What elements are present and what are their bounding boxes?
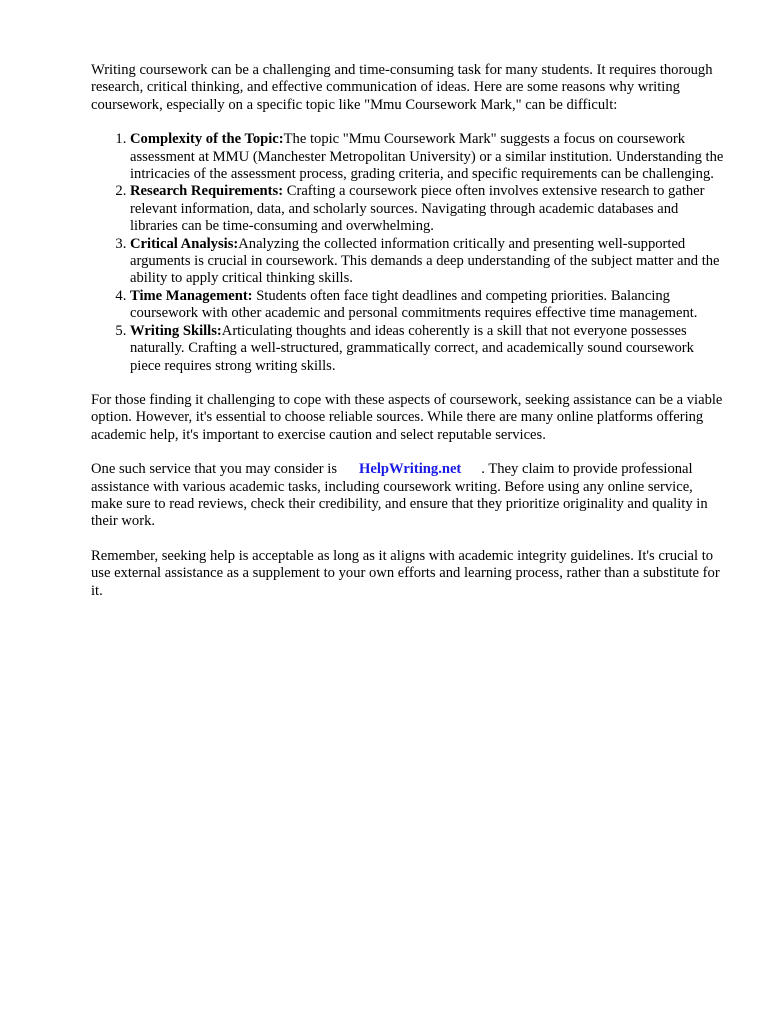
reason-text: Analyzing the collected information critically and presenting well-supported arguments is crucial in coursework. This demands a deep understanding of the subject matter and the ability to apply critical thinking skills. bbox=[130, 235, 720, 287]
reason-term: Critical Analysis: bbox=[130, 235, 239, 252]
reason-text: The topic "Mmu Coursework Mark" suggests a focus on coursework assessment at MMU (Manchester Metropolitan University) or a similar institution. Understanding the intricacies of the assessment process, grading criteria, and specific requirements can be challenging. bbox=[130, 131, 724, 183]
list-item bbox=[130, 131, 727, 183]
document-page bbox=[91, 62, 727, 617]
reason-term: Time Management: bbox=[130, 287, 253, 304]
remember-paragraph: Remember, seeking help is acceptable as long as it aligns with academic integrity guidelines. It's crucial to use external assistance as a supplement to your own efforts and learning process, rather than a substitute for it. bbox=[91, 547, 720, 599]
service-paragraph bbox=[91, 461, 727, 531]
list-item bbox=[130, 236, 727, 288]
service-text-before: One such service that you may consider is bbox=[91, 461, 337, 478]
list-item bbox=[130, 323, 727, 375]
helpwriting-link[interactable]: HelpWriting.net bbox=[359, 461, 462, 478]
intro-paragraph: Writing coursework can be a challenging and time-consuming task for many students. It requires thorough research, critical thinking, and effective communication of ideas. Here are some reasons why writing coursework, especially on a specific topic like "Mmu Coursework Mark," can be difficult: bbox=[91, 62, 713, 113]
assistance-paragraph: For those finding it challenging to cope with these aspects of coursework, seeking assistance can be a viable option. However, it's essential to choose reliable sources. While there are many online platforms offering academic help, it's important to exercise caution and select reputable services. bbox=[91, 391, 723, 443]
reason-term: Research Requirements: bbox=[130, 183, 284, 200]
reason-term: Writing Skills: bbox=[130, 322, 222, 339]
reasons-list bbox=[91, 131, 727, 375]
reason-text: Articulating thoughts and ideas coherently is a skill that not everyone possesses naturally. Crafting a well-structured, grammatically correct, and academically sound coursework piece requires strong writing skills. bbox=[130, 322, 694, 374]
list-item bbox=[130, 183, 727, 235]
reason-term: Complexity of the Topic: bbox=[130, 131, 284, 148]
reason-text: Students often face tight deadlines and competing priorities. Balancing coursework with other academic and personal commitments requires effective time management. bbox=[130, 287, 698, 322]
reason-text: Crafting a coursework piece often involves extensive research to gather relevant information, data, and scholarly sources. Navigating through academic databases and libraries can be time-consuming and overwhelming. bbox=[130, 183, 705, 235]
service-text-after: . They claim to provide professional assistance with various academic tasks, including coursework writing. Before using any online service, make sure to read reviews, check their credibility, and ensure that they prioritize originality and quality in their work. bbox=[91, 461, 708, 530]
list-item bbox=[130, 288, 727, 323]
